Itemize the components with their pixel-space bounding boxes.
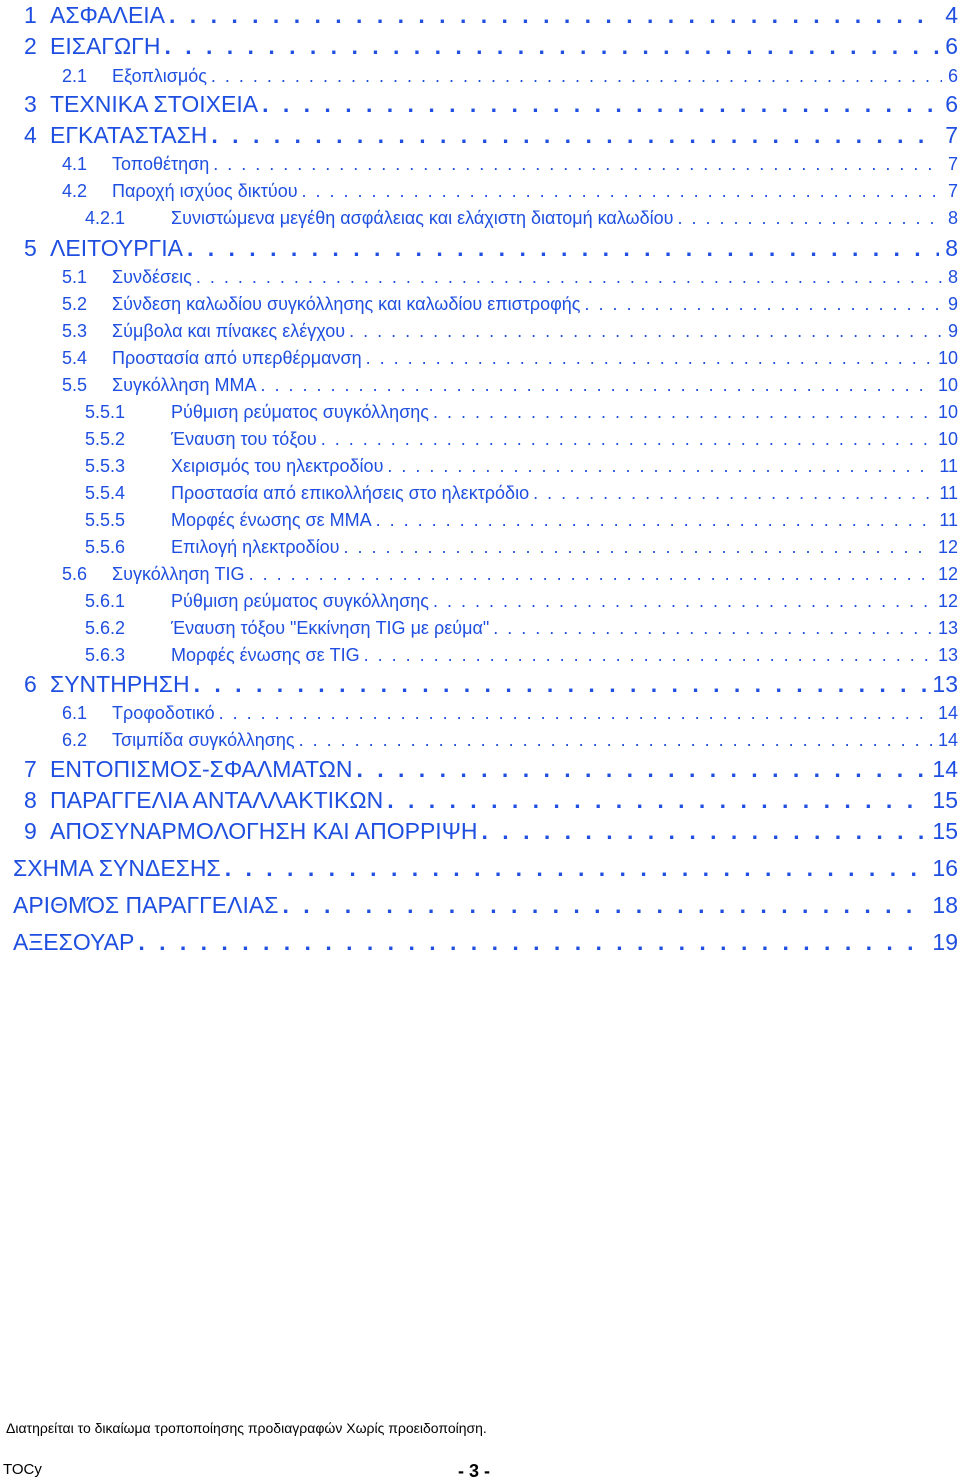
toc-entry-title: Συγκόλληση TIG	[112, 564, 245, 584]
toc-entry-number: 4.1	[62, 154, 88, 174]
toc-entry-number: 5.5.2	[85, 429, 126, 449]
dot-leader	[321, 429, 932, 450]
toc-entry-number: 6	[24, 671, 37, 697]
toc-entry-6-1[interactable]	[62, 703, 958, 724]
dot-leader	[356, 756, 926, 783]
toc-entry-page: 10	[937, 429, 958, 449]
toc-entry-page: 13	[937, 618, 958, 638]
toc-entry-page: 6	[945, 33, 958, 59]
toc-entry-number: 1	[24, 2, 37, 28]
toc-entry-title: ΑΞΕΣΟΥΑΡ	[13, 929, 135, 955]
dot-leader	[433, 591, 932, 612]
toc-entry-number: 5.4	[62, 348, 88, 368]
toc-entry-5-5-6[interactable]	[85, 537, 958, 558]
dot-leader	[261, 375, 932, 396]
toc-entry-number: 5.2	[62, 294, 88, 314]
dot-leader	[387, 787, 926, 814]
toc-entry-5-6[interactable]	[62, 564, 958, 585]
dot-leader	[366, 348, 932, 369]
toc-entry-accessories[interactable]	[13, 929, 958, 956]
toc-entry-page: 8	[947, 267, 958, 287]
toc-entry-page: 7	[945, 122, 958, 148]
toc-entry-title: Τοποθέτηση	[112, 154, 210, 174]
toc-entry-number: 5.6.3	[85, 645, 126, 665]
dot-leader	[302, 181, 942, 202]
toc-entry-6-2[interactable]	[62, 730, 958, 751]
toc-entry-title: ΤΕΧΝΙΚΑ ΣΤΟΙΧΕΙΑ	[50, 91, 259, 117]
toc-entry-7[interactable]	[24, 756, 958, 783]
toc-entry-number: 6.2	[62, 730, 88, 750]
dot-leader	[211, 66, 942, 87]
toc-entry-title: ΑΡΙΘΜΌΣ ΠΑΡΑΓΓΕΛΙΑΣ	[13, 892, 279, 918]
toc-entry-title: ΑΣΦΑΛΕΙΑ	[50, 2, 166, 28]
toc-entry-order-number[interactable]	[13, 892, 958, 919]
toc-entry-3[interactable]	[24, 91, 958, 118]
dot-leader	[225, 855, 927, 882]
dot-leader	[349, 321, 942, 342]
toc-entry-title: ΛΕΙΤΟΥΡΓΙΑ	[50, 235, 183, 261]
toc-entry-5-6-1[interactable]	[85, 591, 958, 612]
dot-leader	[387, 456, 933, 477]
toc-entry-title: Εξοπλισμός	[112, 66, 207, 86]
dot-leader	[219, 703, 932, 724]
toc-entry-title: Σύμβολα και πίνακες ελέγχου	[112, 321, 346, 341]
toc-entry-5-4[interactable]	[62, 348, 958, 369]
toc-entry-title: Έναυση τόξου "Εκκίνηση TIG με ρεύμα"	[171, 618, 490, 638]
toc-entry-5-5-5[interactable]	[85, 510, 958, 531]
toc-entry-page: 14	[937, 730, 958, 750]
toc-entry-page: 10	[937, 402, 958, 422]
toc-entry-5-5-4[interactable]	[85, 483, 958, 504]
toc-entry-page: 7	[947, 154, 958, 174]
toc-entry-number: 3	[24, 91, 37, 117]
toc-entry-title: ΑΠΟΣΥΝΑΡΜΟΛΟΓΗΣΗ ΚΑΙ ΑΠΟΡΡΙΨΗ	[50, 818, 478, 844]
dot-leader	[187, 235, 939, 262]
toc-entry-page: 13	[937, 645, 958, 665]
toc-entry-title: Επιλογή ηλεκτροδίου	[171, 537, 340, 557]
toc-entry-page: 13	[932, 671, 958, 697]
toc-entry-title: Μορφές ένωσης σε TIG	[171, 645, 360, 665]
toc-entry-4-2[interactable]	[62, 181, 958, 202]
toc-entry-5-5-1[interactable]	[85, 402, 958, 423]
dot-leader	[299, 730, 932, 751]
toc-entry-number: 5.5.6	[85, 537, 126, 557]
toc-entry-page: 12	[937, 591, 958, 611]
toc-entry-number: 5.5.5	[85, 510, 126, 530]
toc-entry-number: 2.1	[62, 66, 88, 86]
toc-entry-title: Τσιμπίδα συγκόλλησης	[112, 730, 295, 750]
toc-entry-5-1[interactable]	[62, 267, 958, 288]
toc-entry-page: 18	[932, 892, 958, 918]
toc-entry-4-2-1[interactable]	[85, 208, 958, 229]
dot-leader	[249, 564, 932, 585]
dot-leader	[169, 2, 939, 29]
toc-entry-title: ΕΙΣΑΓΩΓΗ	[50, 33, 161, 59]
toc-entry-number: 5.5	[62, 375, 88, 395]
toc-entry-title: Μορφές ένωσης σε MMA	[171, 510, 372, 530]
toc-entry-5-3[interactable]	[62, 321, 958, 342]
dot-leader	[164, 33, 939, 60]
footer-document-id: TOCy	[3, 1461, 42, 1478]
toc-entry-title: ΠΑΡΑΓΓΕΛΙΑ ΑΝΤΑΛΛΑΚΤΙΚΩΝ	[50, 787, 384, 813]
dot-leader	[196, 267, 942, 288]
dot-leader	[433, 402, 932, 423]
toc-entry-title: Παροχή ισχύος δικτύου	[112, 181, 298, 201]
toc-entry-title: ΕΓΚΑΤΑΣΤΑΣΗ	[50, 122, 208, 148]
toc-entry-page: 11	[939, 456, 958, 476]
toc-entry-title: Συγκόλληση MMA	[112, 375, 257, 395]
footer-page-number: - 3 -	[458, 1461, 491, 1481]
dot-leader	[533, 483, 933, 504]
toc-entry-title: Τροφοδοτικό	[112, 703, 215, 723]
dot-leader	[482, 818, 927, 845]
dot-leader	[262, 91, 939, 118]
dot-leader	[376, 510, 934, 531]
dot-leader	[138, 929, 926, 956]
toc-entry-page: 16	[932, 855, 958, 881]
toc-entry-title: Συνδέσεις	[112, 267, 192, 287]
toc-entry-4-1[interactable]	[62, 154, 958, 175]
toc-entry-page: 4	[945, 2, 958, 28]
toc-entry-number: 5.3	[62, 321, 88, 341]
toc-entry-title: ΣΥΝΤΗΡΗΣΗ	[50, 671, 190, 697]
toc-entry-5[interactable]	[24, 235, 958, 262]
toc-entry-2-1[interactable]	[62, 66, 958, 87]
toc-entry-title: Προστασία από υπερθέρμανση	[112, 348, 362, 368]
dot-leader	[211, 122, 939, 149]
toc-entry-title: Χειρισμός του ηλεκτροδίου	[171, 456, 384, 476]
toc-entry-page: 10	[937, 348, 958, 368]
toc-entry-title: Έναυση του τόξου	[171, 429, 317, 449]
toc-entry-9[interactable]	[24, 818, 958, 845]
toc-entry-5-6-3[interactable]	[85, 645, 958, 666]
toc-entry-page: 11	[939, 483, 958, 503]
toc-entry-title: ΣΧΗΜΑ ΣΥΝΔΕΣΗΣ	[13, 855, 221, 881]
toc-entry-number: 8	[24, 787, 37, 813]
toc-entry-page: 10	[937, 375, 958, 395]
toc-entry-5-5-2[interactable]	[85, 429, 958, 450]
toc-entry-number: 7	[24, 756, 37, 782]
toc-entry-title: Συνιστώμενα μεγέθη ασφάλειας και ελάχιστη διατομή καλωδίου	[171, 208, 674, 228]
toc-entry-5-5-3[interactable]	[85, 456, 958, 477]
toc-entry-page: 14	[937, 703, 958, 723]
toc-entry-page: 9	[947, 321, 958, 341]
toc-entry-page: 8	[945, 235, 958, 261]
dot-leader	[584, 294, 942, 315]
toc-entry-title: Προστασία από επικολλήσεις στο ηλεκτρόδιο	[171, 483, 530, 503]
toc-entry-title: ΕΝΤΟΠΙΣΜΟΣ-ΣΦΑΛΜΑΤΩΝ	[50, 756, 353, 782]
toc-entry-title: Σύνδεση καλωδίου συγκόλλησης και καλωδίου επιστροφής	[112, 294, 581, 314]
toc-entry-number: 5.6	[62, 564, 88, 584]
dot-leader	[282, 892, 926, 919]
toc-entry-page: 6	[945, 91, 958, 117]
toc-entry-2[interactable]	[24, 33, 958, 60]
toc-entry-title: Ρύθμιση ρεύματος συγκόλλησης	[171, 402, 429, 422]
toc-entry-page: 19	[932, 929, 958, 955]
dot-leader	[677, 208, 942, 229]
toc-entry-page: 12	[937, 537, 958, 557]
footer-disclaimer: Διατηρείται το δικαίωμα τροποποίησης προδιαγραφών Χωρίς προειδοποίηση.	[6, 1420, 487, 1436]
toc-entry-number: 2	[24, 33, 37, 59]
toc-entry-number: 5.1	[62, 267, 88, 287]
toc-entry-number: 5.5.3	[85, 456, 126, 476]
toc-entry-8[interactable]	[24, 787, 958, 814]
toc-entry-number: 5.5.1	[85, 402, 126, 422]
toc-entry-6[interactable]	[24, 671, 958, 698]
toc-entry-title: Ρύθμιση ρεύματος συγκόλλησης	[171, 591, 429, 611]
toc-entry-page: 12	[937, 564, 958, 584]
toc-entry-number: 5.6.2	[85, 618, 126, 638]
toc-entry-page: 11	[939, 510, 958, 530]
toc-entry-5-5[interactable]	[62, 375, 958, 396]
toc-entry-page: 8	[947, 208, 958, 228]
toc-entry-number: 5.6.1	[85, 591, 126, 611]
toc-entry-connection-diagram[interactable]	[13, 855, 958, 882]
toc-entry-5-6-2[interactable]	[85, 618, 958, 639]
toc-entry-page: 9	[947, 294, 958, 314]
toc-entry-number: 4.2	[62, 181, 88, 201]
toc-entry-page: 15	[932, 787, 958, 813]
toc-entry-number: 5	[24, 235, 37, 261]
toc-entry-page: 6	[947, 66, 958, 86]
dot-leader	[364, 645, 932, 666]
dot-leader	[194, 671, 927, 698]
dot-leader	[213, 154, 942, 175]
toc-entry-number: 6.1	[62, 703, 88, 723]
toc-entry-number: 4.2.1	[85, 208, 126, 228]
toc-entry-number: 4	[24, 122, 37, 148]
toc-entry-number: 9	[24, 818, 37, 844]
toc-entry-page: 14	[932, 756, 958, 782]
dot-leader	[343, 537, 932, 558]
toc-entry-number: 5.5.4	[85, 483, 126, 503]
toc-entry-1[interactable]	[24, 2, 958, 29]
toc-entry-5-2[interactable]	[62, 294, 958, 315]
toc-entry-page: 15	[932, 818, 958, 844]
toc-entry-page: 7	[947, 181, 958, 201]
toc-entry-4[interactable]	[24, 122, 958, 149]
dot-leader	[493, 618, 932, 639]
